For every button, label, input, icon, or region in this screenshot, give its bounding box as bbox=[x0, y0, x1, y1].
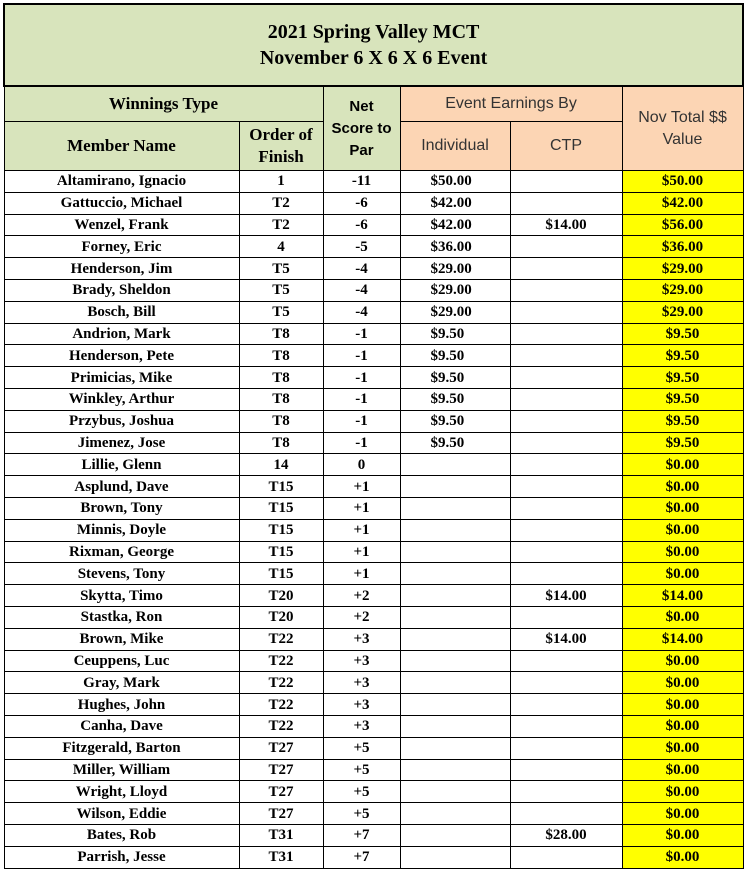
ctp-earnings-cell bbox=[510, 367, 622, 389]
ctp-earnings-cell bbox=[510, 476, 622, 498]
ctp-earnings-cell bbox=[510, 279, 622, 301]
table-row bbox=[4, 192, 743, 214]
nov-total-cell: $36.00 bbox=[622, 236, 743, 258]
net-score-cell: 0 bbox=[323, 454, 400, 476]
member-name-cell: Winkley, Arthur bbox=[4, 388, 239, 410]
individual-earnings-cell bbox=[400, 781, 510, 803]
net-score-cell: +3 bbox=[323, 650, 400, 672]
ctp-earnings-cell bbox=[510, 345, 622, 367]
nov-total-cell: $29.00 bbox=[622, 279, 743, 301]
order-of-finish-cell: T20 bbox=[239, 585, 323, 607]
member-name-cell: Skytta, Timo bbox=[4, 585, 239, 607]
net-score-cell: -1 bbox=[323, 388, 400, 410]
individual-earnings-cell bbox=[400, 737, 510, 759]
order-header-line-1: Order of bbox=[249, 125, 313, 144]
member-name-cell: Hughes, John bbox=[4, 694, 239, 716]
results-sheet bbox=[3, 3, 742, 872]
individual-earnings-cell bbox=[400, 563, 510, 585]
ctp-earnings-cell bbox=[510, 846, 622, 868]
table-row bbox=[4, 171, 743, 193]
order-of-finish-cell: T22 bbox=[239, 672, 323, 694]
ctp-earnings-cell bbox=[510, 650, 622, 672]
order-of-finish-cell: T27 bbox=[239, 781, 323, 803]
table-row bbox=[4, 715, 743, 737]
ctp-earnings-cell bbox=[510, 606, 622, 628]
nov-total-cell: $29.00 bbox=[622, 301, 743, 323]
member-name-cell: Primicias, Mike bbox=[4, 367, 239, 389]
ctp-earnings-cell bbox=[510, 454, 622, 476]
nov-total-cell: $9.50 bbox=[622, 323, 743, 345]
nov-total-cell: $0.00 bbox=[622, 781, 743, 803]
nov-total-cell: $9.50 bbox=[622, 432, 743, 454]
individual-earnings-cell bbox=[400, 454, 510, 476]
net-score-cell: -1 bbox=[323, 367, 400, 389]
ctp-earnings-cell: $28.00 bbox=[510, 824, 622, 846]
nov-total-header bbox=[622, 86, 743, 171]
member-name-cell: Bates, Rob bbox=[4, 824, 239, 846]
member-name-cell: Henderson, Jim bbox=[4, 258, 239, 280]
table-row bbox=[4, 367, 743, 389]
table-row bbox=[4, 737, 743, 759]
nov-total-cell: $0.00 bbox=[622, 650, 743, 672]
individual-earnings-cell bbox=[400, 497, 510, 519]
member-name-cell: Altamirano, Ignacio bbox=[4, 171, 239, 193]
ctp-earnings-cell bbox=[510, 781, 622, 803]
table-row bbox=[4, 563, 743, 585]
net-score-cell: -6 bbox=[323, 214, 400, 236]
net-score-header bbox=[323, 86, 400, 171]
individual-earnings-cell bbox=[400, 759, 510, 781]
net-score-cell: +3 bbox=[323, 715, 400, 737]
table-row bbox=[4, 279, 743, 301]
individual-earnings-cell: $9.50 bbox=[400, 410, 510, 432]
net-score-header-line-2: Score to bbox=[331, 119, 392, 137]
order-of-finish-cell: T15 bbox=[239, 476, 323, 498]
nov-total-cell: $9.50 bbox=[622, 388, 743, 410]
member-name-cell: Bosch, Bill bbox=[4, 301, 239, 323]
nov-total-cell: $0.00 bbox=[622, 803, 743, 825]
ctp-earnings-cell: $14.00 bbox=[510, 214, 622, 236]
order-of-finish-cell: T20 bbox=[239, 606, 323, 628]
nov-total-cell: $0.00 bbox=[622, 606, 743, 628]
table-row bbox=[4, 541, 743, 563]
nov-total-cell: $0.00 bbox=[622, 476, 743, 498]
nov-total-cell: $0.00 bbox=[622, 846, 743, 868]
ctp-earnings-cell bbox=[510, 759, 622, 781]
net-score-cell: -1 bbox=[323, 410, 400, 432]
net-score-cell: -4 bbox=[323, 301, 400, 323]
ctp-earnings-cell bbox=[510, 258, 622, 280]
ctp-earnings-cell bbox=[510, 301, 622, 323]
ctp-earnings-cell bbox=[510, 737, 622, 759]
order-of-finish-cell: T22 bbox=[239, 694, 323, 716]
net-score-cell: +5 bbox=[323, 781, 400, 803]
ctp-earnings-cell bbox=[510, 192, 622, 214]
table-row bbox=[4, 323, 743, 345]
order-of-finish-cell: T22 bbox=[239, 650, 323, 672]
net-score-cell: +5 bbox=[323, 803, 400, 825]
order-of-finish-cell: T5 bbox=[239, 301, 323, 323]
member-name-cell: Jimenez, Jose bbox=[4, 432, 239, 454]
net-score-cell: -11 bbox=[323, 171, 400, 193]
net-score-cell: +1 bbox=[323, 563, 400, 585]
member-name-cell: Andrion, Mark bbox=[4, 323, 239, 345]
ctp-earnings-cell bbox=[510, 803, 622, 825]
nov-total-cell: $56.00 bbox=[622, 214, 743, 236]
order-of-finish-cell: T27 bbox=[239, 737, 323, 759]
individual-earnings-cell: $29.00 bbox=[400, 258, 510, 280]
member-name-cell: Miller, William bbox=[4, 759, 239, 781]
net-score-cell: +5 bbox=[323, 737, 400, 759]
net-score-cell: -1 bbox=[323, 345, 400, 367]
nov-total-cell: $0.00 bbox=[622, 759, 743, 781]
event-earnings-header: Event Earnings By bbox=[400, 86, 622, 122]
net-score-cell: +1 bbox=[323, 519, 400, 541]
table-row bbox=[4, 410, 743, 432]
table-row bbox=[4, 301, 743, 323]
nov-total-cell: $9.50 bbox=[622, 410, 743, 432]
member-name-cell: Forney, Eric bbox=[4, 236, 239, 258]
order-of-finish-cell: T27 bbox=[239, 803, 323, 825]
member-name-cell: Brady, Sheldon bbox=[4, 279, 239, 301]
individual-earnings-cell bbox=[400, 541, 510, 563]
net-score-header-line-1: Net bbox=[349, 97, 374, 115]
member-name-cell: Stevens, Tony bbox=[4, 563, 239, 585]
individual-earnings-cell: $29.00 bbox=[400, 301, 510, 323]
ctp-earnings-cell bbox=[510, 497, 622, 519]
nov-total-cell: $42.00 bbox=[622, 192, 743, 214]
net-score-cell: +3 bbox=[323, 672, 400, 694]
table-row bbox=[4, 214, 743, 236]
table-row bbox=[4, 497, 743, 519]
ctp-earnings-cell bbox=[510, 715, 622, 737]
order-of-finish-cell: 14 bbox=[239, 454, 323, 476]
nov-total-cell: $0.00 bbox=[622, 497, 743, 519]
individual-earnings-cell bbox=[400, 650, 510, 672]
net-score-cell: +2 bbox=[323, 606, 400, 628]
table-row bbox=[4, 388, 743, 410]
member-name-cell: Parrish, Jesse bbox=[4, 846, 239, 868]
table-row bbox=[4, 846, 743, 868]
table-row bbox=[4, 454, 743, 476]
member-name-cell: Henderson, Pete bbox=[4, 345, 239, 367]
member-name-cell: Minnis, Doyle bbox=[4, 519, 239, 541]
table-row bbox=[4, 694, 743, 716]
ctp-earnings-cell bbox=[510, 541, 622, 563]
table-row bbox=[4, 519, 743, 541]
individual-earnings-cell: $9.50 bbox=[400, 367, 510, 389]
order-of-finish-cell: T8 bbox=[239, 410, 323, 432]
net-score-cell: -1 bbox=[323, 432, 400, 454]
member-name-cell: Przybus, Joshua bbox=[4, 410, 239, 432]
ctp-earnings-cell bbox=[510, 694, 622, 716]
nov-total-cell: $0.00 bbox=[622, 672, 743, 694]
individual-earnings-cell bbox=[400, 628, 510, 650]
member-name-cell: Gattuccio, Michael bbox=[4, 192, 239, 214]
individual-earnings-cell: $9.50 bbox=[400, 432, 510, 454]
individual-earnings-cell: $42.00 bbox=[400, 192, 510, 214]
member-name-cell: Wenzel, Frank bbox=[4, 214, 239, 236]
ctp-header: CTP bbox=[510, 122, 622, 171]
title-line-1: 2021 Spring Valley MCT bbox=[267, 21, 480, 43]
ctp-earnings-cell bbox=[510, 519, 622, 541]
member-name-cell: Fitzgerald, Barton bbox=[4, 737, 239, 759]
individual-earnings-cell bbox=[400, 824, 510, 846]
table-row bbox=[4, 824, 743, 846]
order-of-finish-cell: 4 bbox=[239, 236, 323, 258]
individual-earnings-cell: $9.50 bbox=[400, 345, 510, 367]
nov-total-cell: $0.00 bbox=[622, 454, 743, 476]
individual-header: Individual bbox=[400, 122, 510, 171]
individual-earnings-cell bbox=[400, 606, 510, 628]
individual-earnings-cell bbox=[400, 715, 510, 737]
table-row bbox=[4, 803, 743, 825]
table-row bbox=[4, 759, 743, 781]
nov-total-cell: $50.00 bbox=[622, 171, 743, 193]
order-of-finish-cell: T15 bbox=[239, 497, 323, 519]
table-row bbox=[4, 476, 743, 498]
member-name-header: Member Name bbox=[4, 122, 239, 171]
individual-earnings-cell bbox=[400, 672, 510, 694]
order-of-finish-cell: T5 bbox=[239, 258, 323, 280]
table-row bbox=[4, 585, 743, 607]
individual-earnings-cell bbox=[400, 694, 510, 716]
individual-earnings-cell bbox=[400, 846, 510, 868]
order-of-finish-cell: T8 bbox=[239, 367, 323, 389]
ctp-earnings-cell: $14.00 bbox=[510, 585, 622, 607]
member-name-cell: Brown, Tony bbox=[4, 497, 239, 519]
individual-earnings-cell bbox=[400, 519, 510, 541]
individual-earnings-cell: $9.50 bbox=[400, 323, 510, 345]
ctp-earnings-cell bbox=[510, 171, 622, 193]
table-row bbox=[4, 628, 743, 650]
individual-earnings-cell bbox=[400, 476, 510, 498]
net-score-cell: +7 bbox=[323, 846, 400, 868]
order-of-finish-cell: T8 bbox=[239, 345, 323, 367]
order-of-finish-cell: T8 bbox=[239, 323, 323, 345]
nov-total-cell: $0.00 bbox=[622, 715, 743, 737]
ctp-earnings-cell bbox=[510, 388, 622, 410]
ctp-earnings-cell: $14.00 bbox=[510, 628, 622, 650]
winnings-type-header: Winnings Type bbox=[4, 86, 323, 122]
net-score-cell: +3 bbox=[323, 628, 400, 650]
order-of-finish-cell: T5 bbox=[239, 279, 323, 301]
net-score-cell: -4 bbox=[323, 279, 400, 301]
net-score-cell: +7 bbox=[323, 824, 400, 846]
order-of-finish-cell: T2 bbox=[239, 214, 323, 236]
member-name-cell: Asplund, Dave bbox=[4, 476, 239, 498]
results-table bbox=[3, 3, 744, 869]
table-row bbox=[4, 781, 743, 803]
individual-earnings-cell bbox=[400, 585, 510, 607]
net-score-cell: +1 bbox=[323, 476, 400, 498]
nov-total-header-line-2: Value bbox=[662, 130, 703, 148]
net-score-cell: +1 bbox=[323, 497, 400, 519]
net-score-cell: +3 bbox=[323, 694, 400, 716]
net-score-cell: -4 bbox=[323, 258, 400, 280]
member-name-cell: Lillie, Glenn bbox=[4, 454, 239, 476]
order-of-finish-cell: 1 bbox=[239, 171, 323, 193]
nov-total-cell: $0.00 bbox=[622, 694, 743, 716]
order-of-finish-cell: T15 bbox=[239, 541, 323, 563]
order-of-finish-cell: T27 bbox=[239, 759, 323, 781]
nov-total-cell: $0.00 bbox=[622, 519, 743, 541]
individual-earnings-cell bbox=[400, 803, 510, 825]
order-of-finish-cell: T31 bbox=[239, 824, 323, 846]
individual-earnings-cell: $36.00 bbox=[400, 236, 510, 258]
nov-total-cell: $14.00 bbox=[622, 585, 743, 607]
order-of-finish-cell: T22 bbox=[239, 715, 323, 737]
net-score-cell: +5 bbox=[323, 759, 400, 781]
individual-earnings-cell: $42.00 bbox=[400, 214, 510, 236]
order-of-finish-cell: T8 bbox=[239, 432, 323, 454]
sheet-title bbox=[4, 4, 743, 86]
nov-total-cell: $0.00 bbox=[622, 541, 743, 563]
nov-total-cell: $9.50 bbox=[622, 345, 743, 367]
order-of-finish-cell: T31 bbox=[239, 846, 323, 868]
nov-total-cell: $14.00 bbox=[622, 628, 743, 650]
member-name-cell: Rixman, George bbox=[4, 541, 239, 563]
order-of-finish-cell: T15 bbox=[239, 519, 323, 541]
order-of-finish-cell: T22 bbox=[239, 628, 323, 650]
net-score-cell: -5 bbox=[323, 236, 400, 258]
title-line-2: November 6 X 6 X 6 Event bbox=[259, 47, 488, 69]
member-name-cell: Ceuppens, Luc bbox=[4, 650, 239, 672]
individual-earnings-cell: $9.50 bbox=[400, 388, 510, 410]
member-name-cell: Stastka, Ron bbox=[4, 606, 239, 628]
ctp-earnings-cell bbox=[510, 432, 622, 454]
net-score-cell: +2 bbox=[323, 585, 400, 607]
ctp-earnings-cell bbox=[510, 323, 622, 345]
order-of-finish-header bbox=[239, 122, 323, 171]
ctp-earnings-cell bbox=[510, 563, 622, 585]
net-score-cell: -1 bbox=[323, 323, 400, 345]
order-of-finish-cell: T2 bbox=[239, 192, 323, 214]
individual-earnings-cell: $50.00 bbox=[400, 171, 510, 193]
nov-total-cell: $9.50 bbox=[622, 367, 743, 389]
nov-total-cell: $0.00 bbox=[622, 824, 743, 846]
table-row bbox=[4, 236, 743, 258]
table-row bbox=[4, 345, 743, 367]
nov-total-cell: $0.00 bbox=[622, 563, 743, 585]
member-name-cell: Gray, Mark bbox=[4, 672, 239, 694]
ctp-earnings-cell bbox=[510, 236, 622, 258]
net-score-cell: +1 bbox=[323, 541, 400, 563]
member-name-cell: Canha, Dave bbox=[4, 715, 239, 737]
table-row bbox=[4, 650, 743, 672]
nov-total-cell: $0.00 bbox=[622, 737, 743, 759]
ctp-earnings-cell bbox=[510, 672, 622, 694]
nov-total-cell: $29.00 bbox=[622, 258, 743, 280]
table-row bbox=[4, 432, 743, 454]
order-of-finish-cell: T15 bbox=[239, 563, 323, 585]
individual-earnings-cell: $29.00 bbox=[400, 279, 510, 301]
table-row bbox=[4, 258, 743, 280]
table-row bbox=[4, 606, 743, 628]
member-name-cell: Brown, Mike bbox=[4, 628, 239, 650]
ctp-earnings-cell bbox=[510, 410, 622, 432]
order-of-finish-cell: T8 bbox=[239, 388, 323, 410]
net-score-cell: -6 bbox=[323, 192, 400, 214]
member-name-cell: Wright, Lloyd bbox=[4, 781, 239, 803]
net-score-header-line-3: Par bbox=[349, 141, 374, 159]
nov-total-header-line-1: Nov Total $$ bbox=[638, 108, 727, 126]
table-row bbox=[4, 672, 743, 694]
order-header-line-2: Finish bbox=[258, 147, 304, 166]
member-name-cell: Wilson, Eddie bbox=[4, 803, 239, 825]
